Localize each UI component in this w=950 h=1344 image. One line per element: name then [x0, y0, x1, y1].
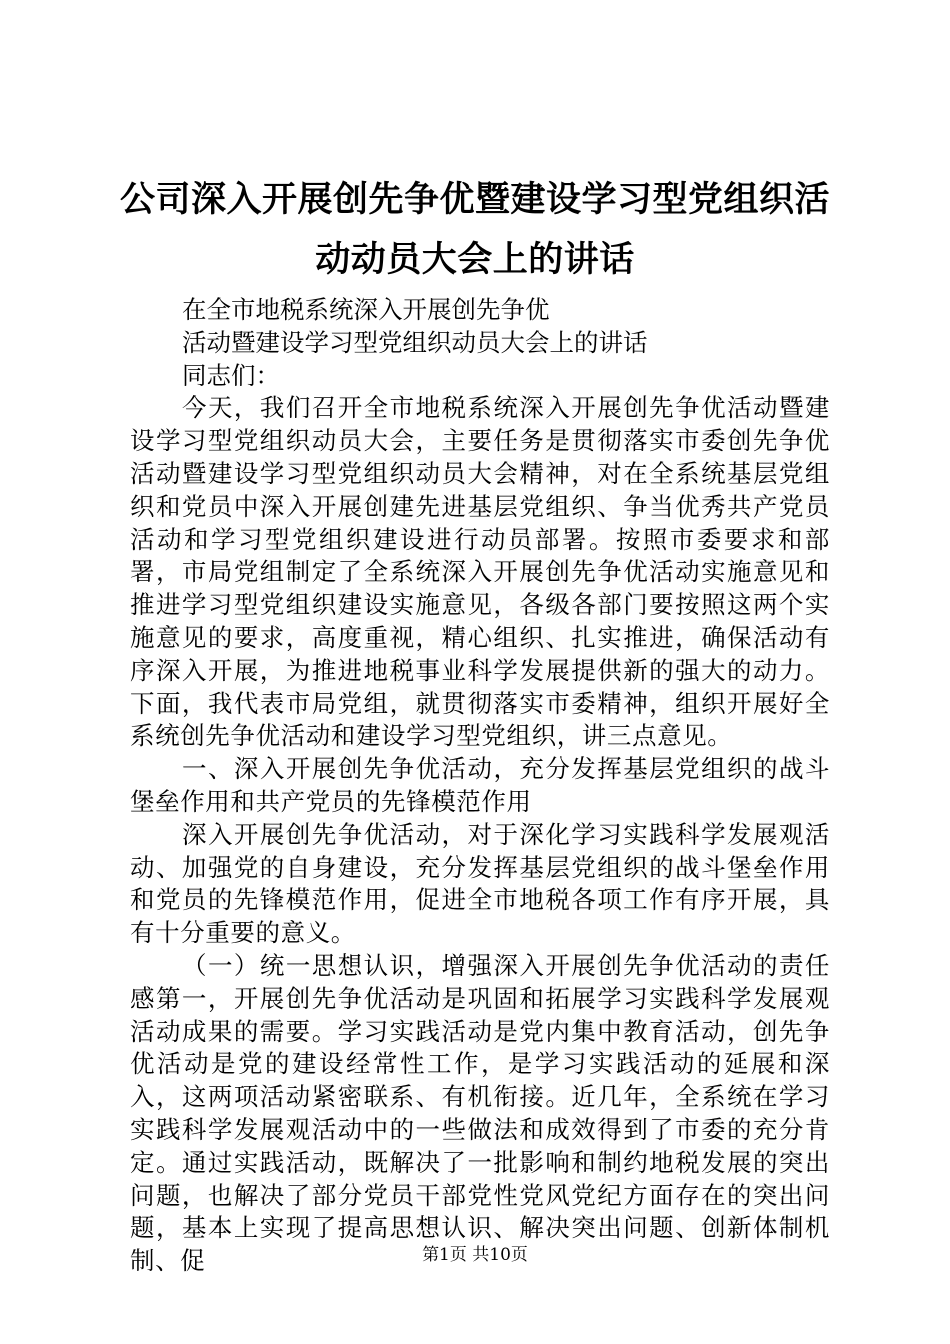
- subtitle-line-1: 在全市地税系统深入开展创先争优: [182, 295, 550, 324]
- page-number: 第1页 共10页: [422, 1245, 528, 1265]
- paragraph: 今天，我们召开全市地税系统深入开展创先争优活动暨建设学习型党组织动员大会，主要任务是贯彻落实市委创先争优活动暨建设学习型党组织动员大会精神，对在全系统基层党组织和党员中深入开展创建先进基层党组织、争当优秀共产党员活动和学习型党组织建设进行动员部署。按照市委要求和部署，市局党组制定了全系统深入开展创先争优活动实施意见和推进学习型党组织建设实施意见，各级各部门要按照这两个实施意见的要求，高度重视，精心组织、扎实推进，确保活动有序深入开展，为推进地税事业科学发展提供新的强大的动力。下面，我代表市局党组，就贯彻落实市委精神，组织开展好全系统创先争优活动和建设学习型党组织，讲三点意见。: [130, 393, 830, 751]
- paragraph: 深入开展创先争优活动，对于深化学习实践科学发展观活动、加强党的自身建设，充分发挥基层党组织的战斗堡垒作用和党员的先锋模范作用，促进全市地税各项工作有序开展，具有十分重要的意义。: [130, 819, 830, 948]
- paragraph: （一）统一思想认识，增强深入开展创先争优活动的责任感第一，开展创先争优活动是巩固和拓展学习实践科学发展观活动成果的需要。学习实践活动是党内集中教育活动，创先争优活动是党的建设经常性工作，是学习实践活动的延展和深入，这两项活动紧密联系、有机衔接。近几年，全系统在学习实践科学发展观活动中的一些做法和成效得到了市委的充分肯定。通过实践活动，既解决了一批影响和制约地税发展的突出问题，也解决了部分党员干部党性党风党纪方面存在的突出问题，基本上实现了提高思想认识、解决突出问题、创新体制机制、促: [130, 950, 830, 1276]
- subtitle-line-2: 活动暨建设学习型党组织动员大会上的讲话: [182, 327, 648, 357]
- salutation: 同志们：: [182, 360, 280, 390]
- document-title: 公司深入开展创先争优暨建设学习型党组织活动动员大会上的讲话: [120, 179, 831, 280]
- section-heading: 一、深入开展创先争优活动，充分发挥基层党组织的战斗堡垒作用和共产党员的先锋模范作用: [130, 754, 830, 816]
- document-body: [130, 294, 830, 1278]
